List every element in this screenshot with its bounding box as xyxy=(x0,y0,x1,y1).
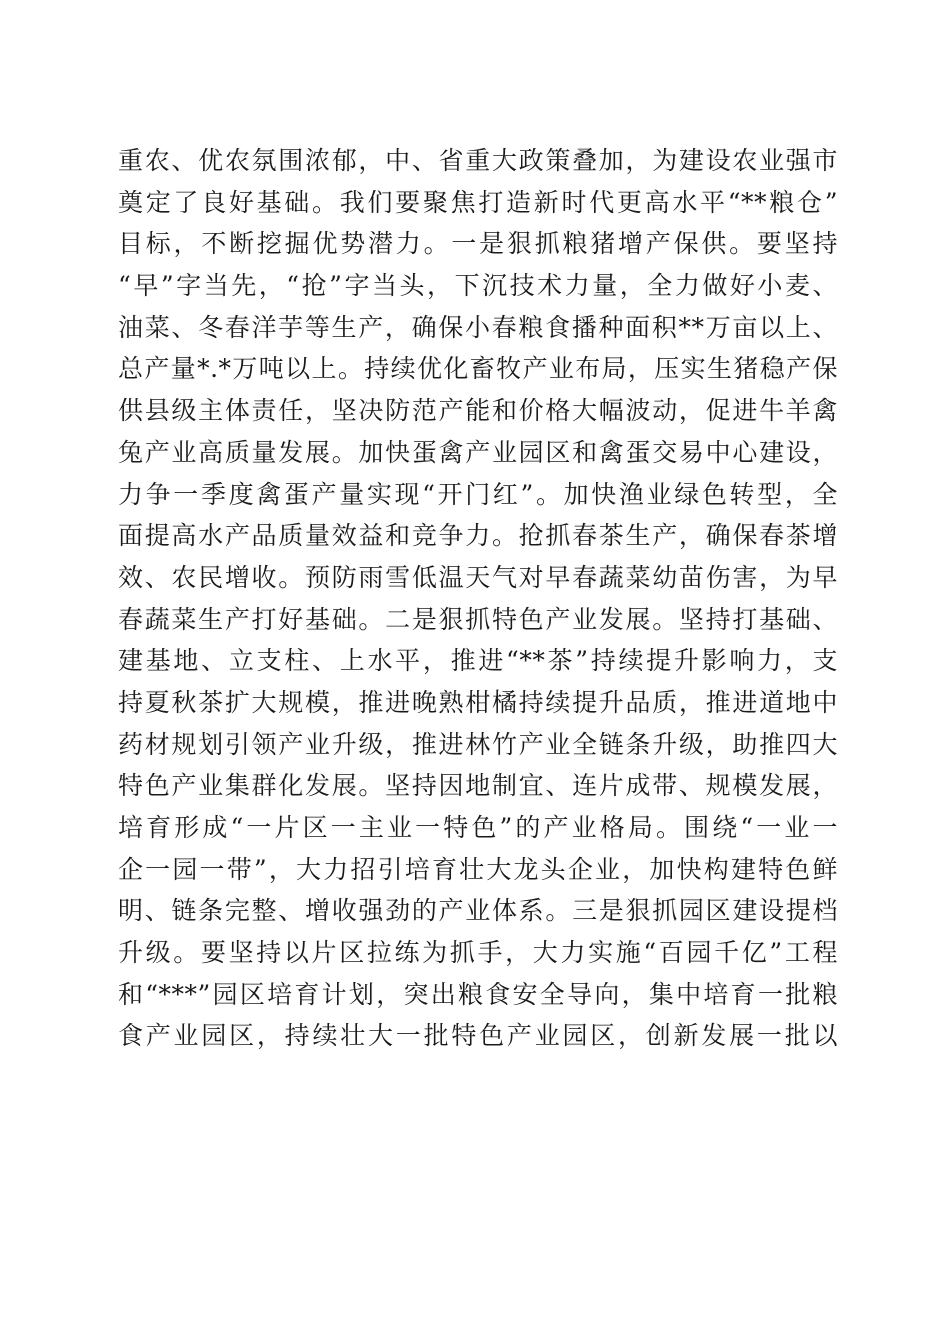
text-line: 重农、优农氛围浓郁，中、省重大政策叠加，为建设农业强市 xyxy=(118,146,838,175)
text-line: 食产业园区，持续壮大一批特色产业园区，创新发展一批以 xyxy=(118,1021,838,1051)
text-line: 建基地、立支柱、上水平，推进“**茶”持续提升影响力，支 xyxy=(118,646,838,676)
text-line: 总产量*.*万吨以上。持续优化畜牧产业布局，压实生猪稳产保 xyxy=(118,354,838,384)
text-line: 和“***”园区培育计划，突出粮食安全导向，集中培育一批粮 xyxy=(118,979,838,1009)
text-line: 明、链条完整、增收强劲的产业体系。三是狠抓园区建设提档 xyxy=(118,896,838,926)
text-line: 目标，不断挖掘优势潜力。一是狠抓粮猪增产保供。要坚持 xyxy=(118,229,838,259)
text-line: 力争一季度禽蛋产量实现“开门红”。加快渔业绿色转型，全 xyxy=(118,479,838,509)
text-line: 升级。要坚持以片区拉练为抓手，大力实施“百园千亿”工程 xyxy=(118,938,838,968)
text-line: 奠定了良好基础。我们要聚焦打造新时代更高水平“**粮仓” xyxy=(118,187,838,217)
text-line: 供县级主体责任，坚决防范产能和价格大幅波动，促进牛羊禽 xyxy=(118,396,838,426)
text-line: 企一园一带”，大力招引培育壮大龙头企业，加快构建特色鲜 xyxy=(118,854,838,884)
text-line: 持夏秋茶扩大规模，推进晚熟柑橘持续提升品质，推进道地中 xyxy=(118,687,838,717)
text-line: “早”字当先，“抢”字当头，下沉技术力量，全力做好小麦、 xyxy=(118,271,838,301)
text-line: 兔产业高质量发展。加快蛋禽产业园区和禽蛋交易中心建设， xyxy=(118,437,838,467)
text-line: 油菜、冬春洋芋等生产，确保小春粮食播种面积**万亩以上、 xyxy=(118,312,838,342)
text-line: 春蔬菜生产打好基础。二是狠抓特色产业发展。坚持打基础、 xyxy=(118,604,838,634)
text-line: 特色产业集群化发展。坚持因地制宜、连片成带、规模发展， xyxy=(118,771,838,801)
text-line: 面提高水产品质量效益和竞争力。抢抓春茶生产，确保春茶增 xyxy=(118,521,838,551)
text-line: 培育形成“一片区一主业一特色”的产业格局。围绕“一业一 xyxy=(118,813,838,842)
text-line: 药材规划引领产业升级，推进林竹产业全链条升级，助推四大 xyxy=(118,729,838,759)
text-line: 效、农民增收。预防雨雪低温天气对早春蔬菜幼苗伤害，为早 xyxy=(118,562,838,592)
body-paragraph xyxy=(118,140,838,1057)
